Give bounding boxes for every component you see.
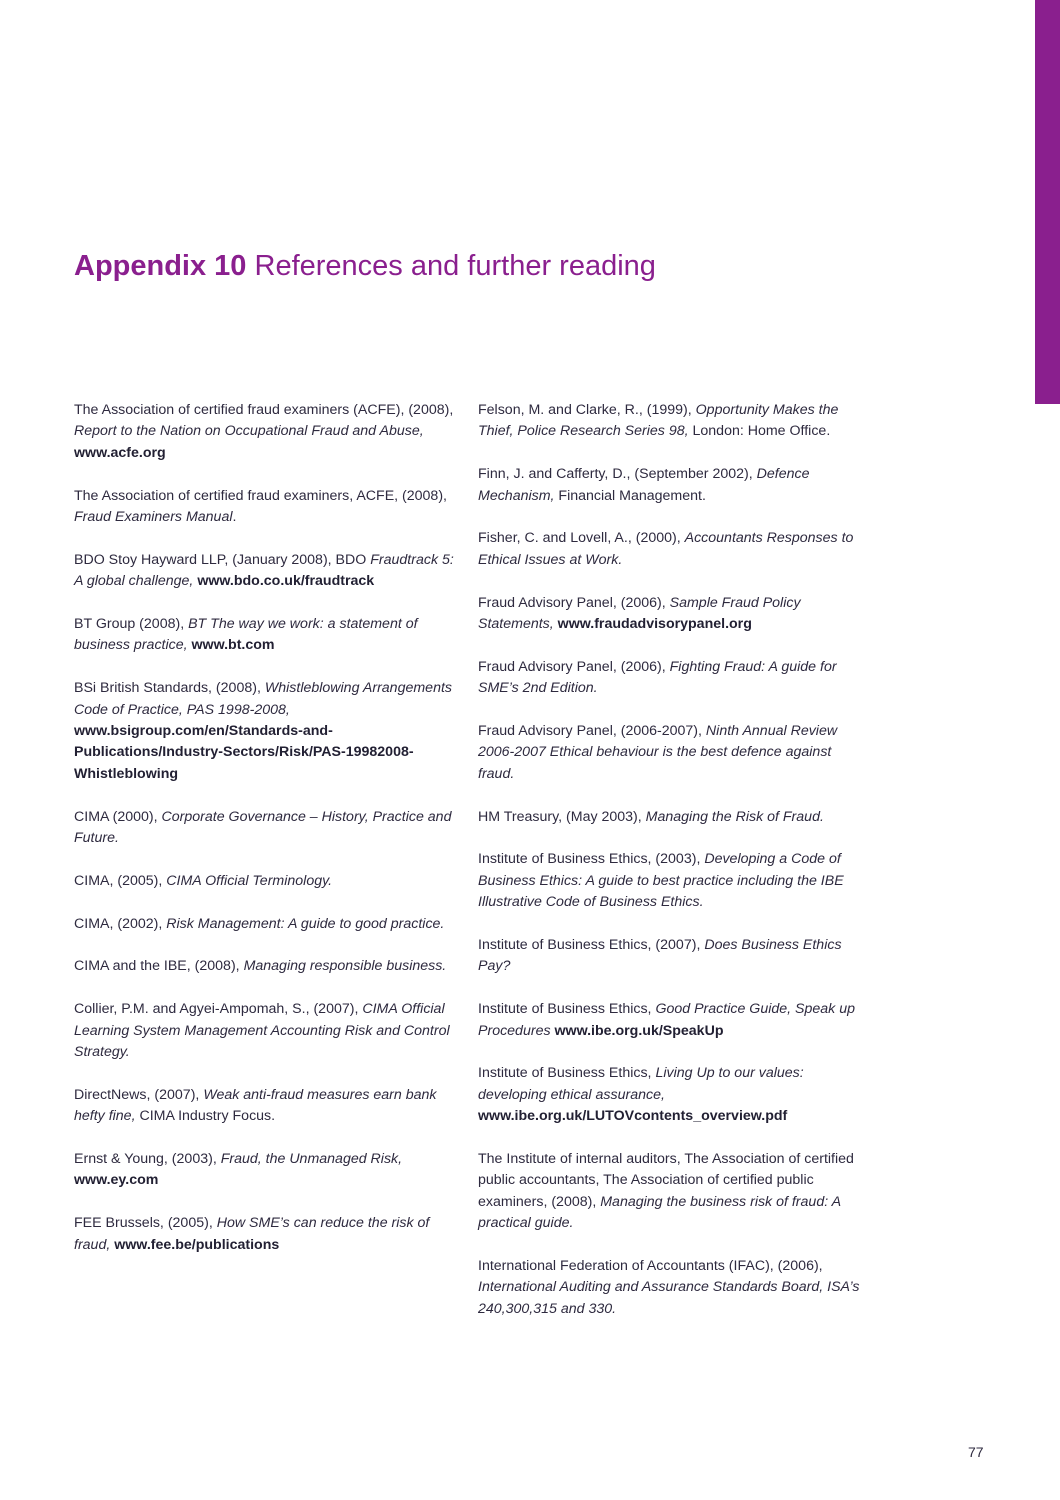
reference-link[interactable]: www.bsigroup.com/en/Standards-and-Publications/Industry-Sectors/Risk/PAS-19982008-Whistleblowing [74,723,414,782]
reference-link[interactable]: www.acfe.org [74,444,166,461]
appendix-label: Appendix 10 [74,250,247,282]
reference-entry: Finn, J. and Cafferty, D., (September 2002), Defence Mechanism, Financial Management. [478,466,810,504]
references-column-left [74,400,458,1277]
reference-entry: Institute of Business Ethics, (2007), Does Business Ethics Pay? [478,937,842,975]
reference-entry: HM Treasury, (May 2003), Managing the Risk of Fraud. [478,808,824,825]
reference-entry: International Federation of Accountants (IFAC), (2006), International Auditing and Assurance Standards Board, ISA’s 240,300,315 and 330. [478,1258,860,1317]
page-number: 77 [968,1444,984,1460]
reference-link[interactable]: www.ibe.org.uk/SpeakUp [554,1022,724,1039]
reference-link[interactable]: www.ey.com [74,1172,159,1189]
reference-entry: Felson, M. and Clarke, R., (1999), Opportunity Makes the Thief, Police Research Series 98, London: Home Office. [478,402,839,440]
reference-link[interactable]: www.bt.com [191,637,275,654]
reference-link[interactable]: www.bdo.co.uk/fraudtrack [197,573,375,590]
reference-entry: CIMA and the IBE, (2008), Managing responsible business. [74,958,447,975]
reference-entry: The Association of certified fraud examiners, ACFE, (2008), Fraud Examiners Manual. [74,487,447,526]
reference-entry: The Association of certified fraud examiners (ACFE), (2008), Report to the Nation on Occupational Fraud and Abuse, www.acfe.org [74,402,454,461]
reference-entry: Fraud Advisory Panel, (2006-2007), Ninth Annual Review 2006-2007 Ethical behaviour is the best defence against fraud. [478,723,838,782]
section-tab-marker [1035,0,1060,404]
reference-entry: BSi British Standards, (2008), Whistleblowing Arrangements Code of Practice, PAS 1998-2008, www.bsigroup.com/en/Standards-and-Publications/Industry-Sectors/Risk/PAS-19982008-Whistleblowing [74,680,452,782]
reference-entry: The Institute of internal auditors, The Association of certified public accountants, The Association of certified public examiners, (2008), Managing the business risk of fraud: A practical guide. [478,1151,854,1232]
reference-entry: Institute of Business Ethics, (2003), Developing a Code of Business Ethics: A guide to best practice including the IBE Illustrative Code of Business Ethics. [478,851,844,911]
reference-entry: Collier, P.M. and Agyei-Ampomah, S., (2007), CIMA Official Learning System Management Accounting Risk and Control Strategy. [74,1001,450,1061]
reference-entry: Fraud Advisory Panel, (2006), Fighting Fraud: A guide for SME’s 2nd Edition. [478,658,837,697]
reference-entry: CIMA (2000), Corporate Governance – History, Practice and Future. [74,808,452,847]
reference-entry: BDO Stoy Hayward LLP, (January 2008), BDO Fraudtrack 5: A global challenge, www.bdo.co.uk/fraudtrack [74,551,454,590]
reference-link[interactable]: www.fraudadvisorypanel.org [557,616,752,633]
reference-link[interactable]: www.fee.be/publications [114,1236,280,1253]
reference-entry: DirectNews, (2007), Weak anti-fraud measures earn bank hefty fine, CIMA Industry Focus. [74,1086,437,1125]
reference-entry: Fraud Advisory Panel, (2006), Sample Fraud Policy Statements, www.fraudadvisorypanel.org [478,594,801,633]
reference-entry: BT Group (2008), BT The way we work: a statement of business practice, www.bt.com [74,616,418,654]
reference-entry: Fisher, C. and Lovell, A., (2000), Accountants Responses to Ethical Issues at Work. [478,530,854,568]
page-title [74,244,656,288]
reference-link[interactable]: www.ibe.org.uk/LUTOVcontents_overview.pdf [478,1108,788,1125]
appendix-title: References and further reading [254,250,656,282]
reference-entry: Institute of Business Ethics, Good Practice Guide, Speak up Procedures www.ibe.org.uk/SpeakUp [478,1001,855,1039]
reference-entry: Ernst & Young, (2003), Fraud, the Unmanaged Risk, www.ey.com [74,1151,403,1189]
reference-entry: Institute of Business Ethics, Living Up to our values: developing ethical assurance, www.ibe.org.uk/LUTOVcontents_overview.pdf [478,1065,804,1125]
reference-entry: CIMA, (2005), CIMA Official Terminology. [74,872,333,889]
references-column-right [478,400,862,1342]
reference-entry: FEE Brussels, (2005), How SME’s can reduce the risk of fraud, www.fee.be/publications [74,1215,430,1253]
reference-entry: CIMA, (2002), Risk Management: A guide to good practice. [74,915,445,932]
